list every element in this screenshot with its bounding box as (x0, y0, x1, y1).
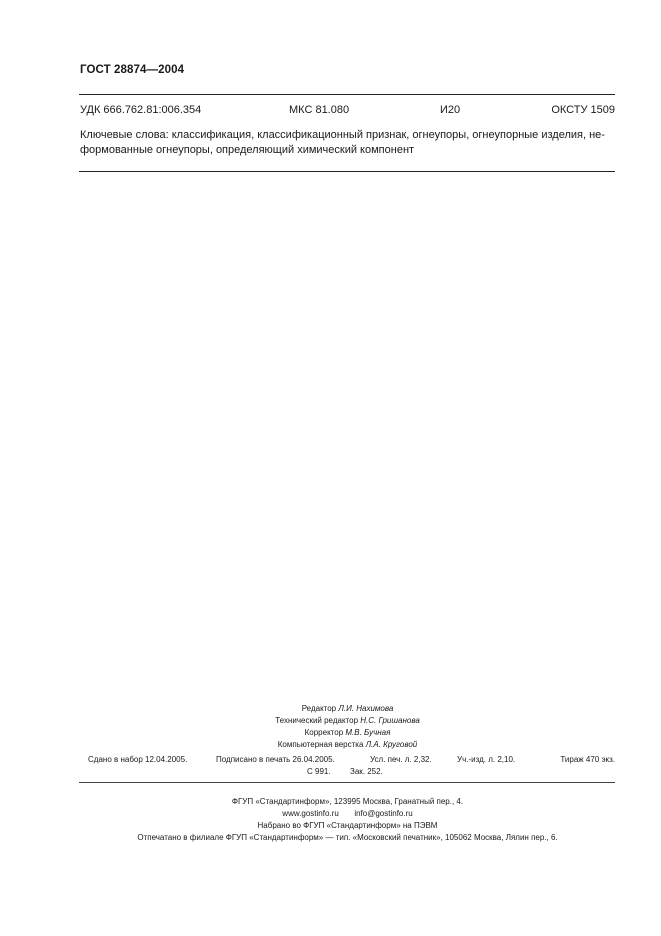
classification-row (80, 104, 615, 118)
corrector-line (80, 727, 615, 739)
editor-label: Редактор (301, 704, 337, 713)
keywords-line-2: формованные огнеупоры, определяющий химический компонент (80, 144, 415, 156)
publisher-block (80, 796, 615, 844)
top-rule (79, 94, 615, 95)
standard-title: ГОСТ 28874—2004 (80, 64, 185, 76)
editor-line (80, 703, 615, 715)
circulation: Тираж 470 экз. (560, 755, 615, 764)
group-code: И20 (440, 104, 461, 116)
keywords-rule (79, 171, 615, 172)
keywords-block (80, 128, 615, 158)
publisher-website[interactable]: www.gostinfo.ru (282, 809, 339, 818)
typeset-date: Сдано в набор 12.04.2005. (88, 755, 188, 764)
publication-code: С 991. (307, 767, 331, 776)
order-number: Зак. 252. (350, 767, 383, 776)
corrector-name: М.В. Бучная (345, 728, 391, 737)
okstu-code: ОКСТУ 1509 (551, 104, 615, 116)
footer-rule (79, 782, 615, 783)
udk-code: УДК 666.762.81:006.354 (80, 104, 202, 116)
tech-editor-name: Н.С. Гришанова (360, 716, 420, 725)
printed-note: Отпечатано в филиале ФГУП «Стандартинформ» — тип. «Московский печатник», 105062 Москва, Лялин пер., 6. (137, 833, 558, 842)
edition-sheets: Уч.-изд. л. 2,10. (457, 755, 516, 764)
publication-row-2 (80, 767, 615, 779)
layout-label: Компьютерная верстка (277, 740, 364, 749)
corrector-label: Корректор (304, 728, 344, 737)
publisher-contacts (80, 808, 615, 820)
layout-line (80, 739, 615, 751)
tech-editor-line (80, 715, 615, 727)
print-sheets: Усл. печ. л. 2,32. (370, 755, 432, 764)
editor-name: Л.И. Нахимова (338, 704, 394, 713)
publication-row (88, 755, 615, 767)
publisher-address: ФГУП «Стандартинформ», 123995 Москва, Гранатный пер., 4. (231, 797, 464, 806)
keywords-line-1: Ключевые слова: классификация, классификационный признак, огнеупоры, огнеупорные изделия, не- (80, 129, 605, 141)
tech-editor-label: Технический редактор (275, 716, 359, 725)
typeset-note: Набрано во ФГУП «Стандартинформ» на ПЭВМ (257, 821, 438, 830)
layout-name: Л.А. Круговой (365, 740, 418, 749)
mks-code: МКС 81.080 (289, 104, 350, 116)
signed-date: Подписано в печать 26.04.2005. (216, 755, 335, 764)
publisher-email[interactable]: info@gostinfo.ru (354, 809, 413, 818)
credits-block (80, 703, 615, 751)
